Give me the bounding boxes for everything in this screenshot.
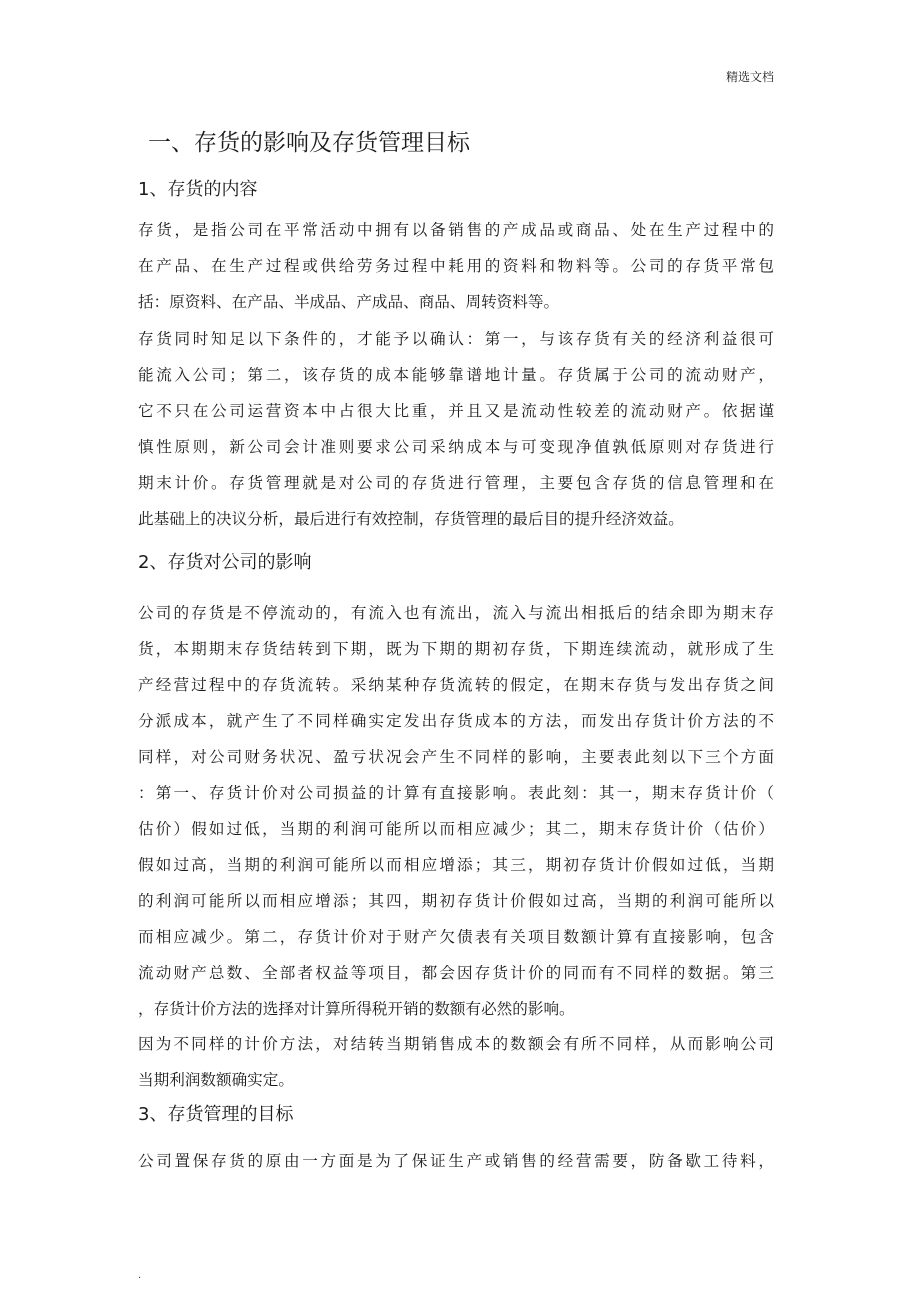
text-line: 产经营过程中的存货流转。采纳某种存货流转的假定，在期末存货与发出存货之间 <box>138 676 774 694</box>
section-heading-2: 2、存货对公司的影响 <box>138 552 312 573</box>
text-line: 存货，是指公司在平常活动中拥有以备销售的产成品或商品、处在生产过程中的 <box>138 221 774 239</box>
text-line: 估价）假如过低，当期的利润可能所以而相应减少；其二，期末存货计价（估价） <box>138 820 774 838</box>
section-heading-3: 3、存货管理的目标 <box>138 1104 294 1125</box>
text-line: ，存货计价方法的选择对计算所得税开销的数额有必然的影响。 <box>138 1000 575 1018</box>
text-line: 存货同时知足以下条件的，才能予以确认：第一，与该存货有关的经济利益很可 <box>138 330 774 348</box>
text-line: 慎性原则，新公司会计准则要求公司采纳成本与可变现净值孰低原则对存货进行 <box>138 438 774 456</box>
text-line: 公司的存货是不停流动的，有流入也有流出，流入与流出相抵后的结余即为期末存 <box>138 604 774 622</box>
text-line: 它不只在公司运营资本中占很大比重，并且又是流动性较差的流动财产。依据谨 <box>138 402 774 420</box>
document-title: 一、存货的影响及存货管理目标 <box>148 130 470 156</box>
paragraph <box>138 212 774 320</box>
footer-mark: . <box>138 1270 142 1281</box>
paragraph <box>138 1026 774 1098</box>
text-line: 期末计价。存货管理就是对公司的存货进行管理，主要包含存货的信息管理和在 <box>138 474 774 492</box>
text-line: 括：原资料、在产品、半成品、产成品、商品、周转资料等。 <box>138 293 560 311</box>
paragraph <box>138 321 774 537</box>
section-heading-1: 1、存货的内容 <box>138 179 258 200</box>
text-line: 因为不同样的计价方法，对结转当期销售成本的数额会有所不同样，从而影响公司 <box>138 1035 774 1053</box>
text-line: 在产品、在生产过程或供给劳务过程中耗用的资料和物料等。公司的存货平常包 <box>138 257 774 275</box>
text-line: 的利润可能所以而相应增添；其四，期初存货计价假如过高，当期的利润可能所以 <box>138 892 774 910</box>
text-line: 流动财产总数、全部者权益等项目，都会因存货计价的同而有不同样的数据。第三 <box>138 964 774 982</box>
paragraph <box>138 595 774 1027</box>
paragraph <box>138 1143 774 1179</box>
text-line: 假如过高，当期的利润可能所以而相应增添；其三，期初存货计价假如过低，当期 <box>138 856 774 874</box>
text-line: 此基础上的决议分析，最后进行有效控制，存货管理的最后目的提升经济效益。 <box>138 510 684 528</box>
text-line: 公司置保存货的原由一方面是为了保证生产或销售的经营需要，防备歇工待料， <box>138 1152 774 1170</box>
text-line: ：第一、存货计价对公司损益的计算有直接影响。表此刻：其一，期末存货计价（ <box>138 784 774 802</box>
text-line: 而相应减少。第二，存货计价对于财产欠债表有关项目数额计算有直接影响，包含 <box>138 928 774 946</box>
text-line: 同样，对公司财务状况、盈亏状况会产生不同样的影响，主要表此刻以下三个方面 <box>138 748 774 766</box>
text-line: 当期利润数额确实定。 <box>138 1071 294 1089</box>
header-tag: 精选文档 <box>726 70 775 84</box>
text-line: 分派成本，就产生了不同样确实定发出存货成本的方法，而发出存货计价方法的不 <box>138 712 774 730</box>
text-line: 货，本期期末存货结转到下期，既为下期的期初存货，下期连续流动，就形成了生 <box>138 640 774 658</box>
text-line: 能流入公司；第二，该存货的成本能够靠谱地计量。存货属于公司的流动财产， <box>138 366 774 384</box>
